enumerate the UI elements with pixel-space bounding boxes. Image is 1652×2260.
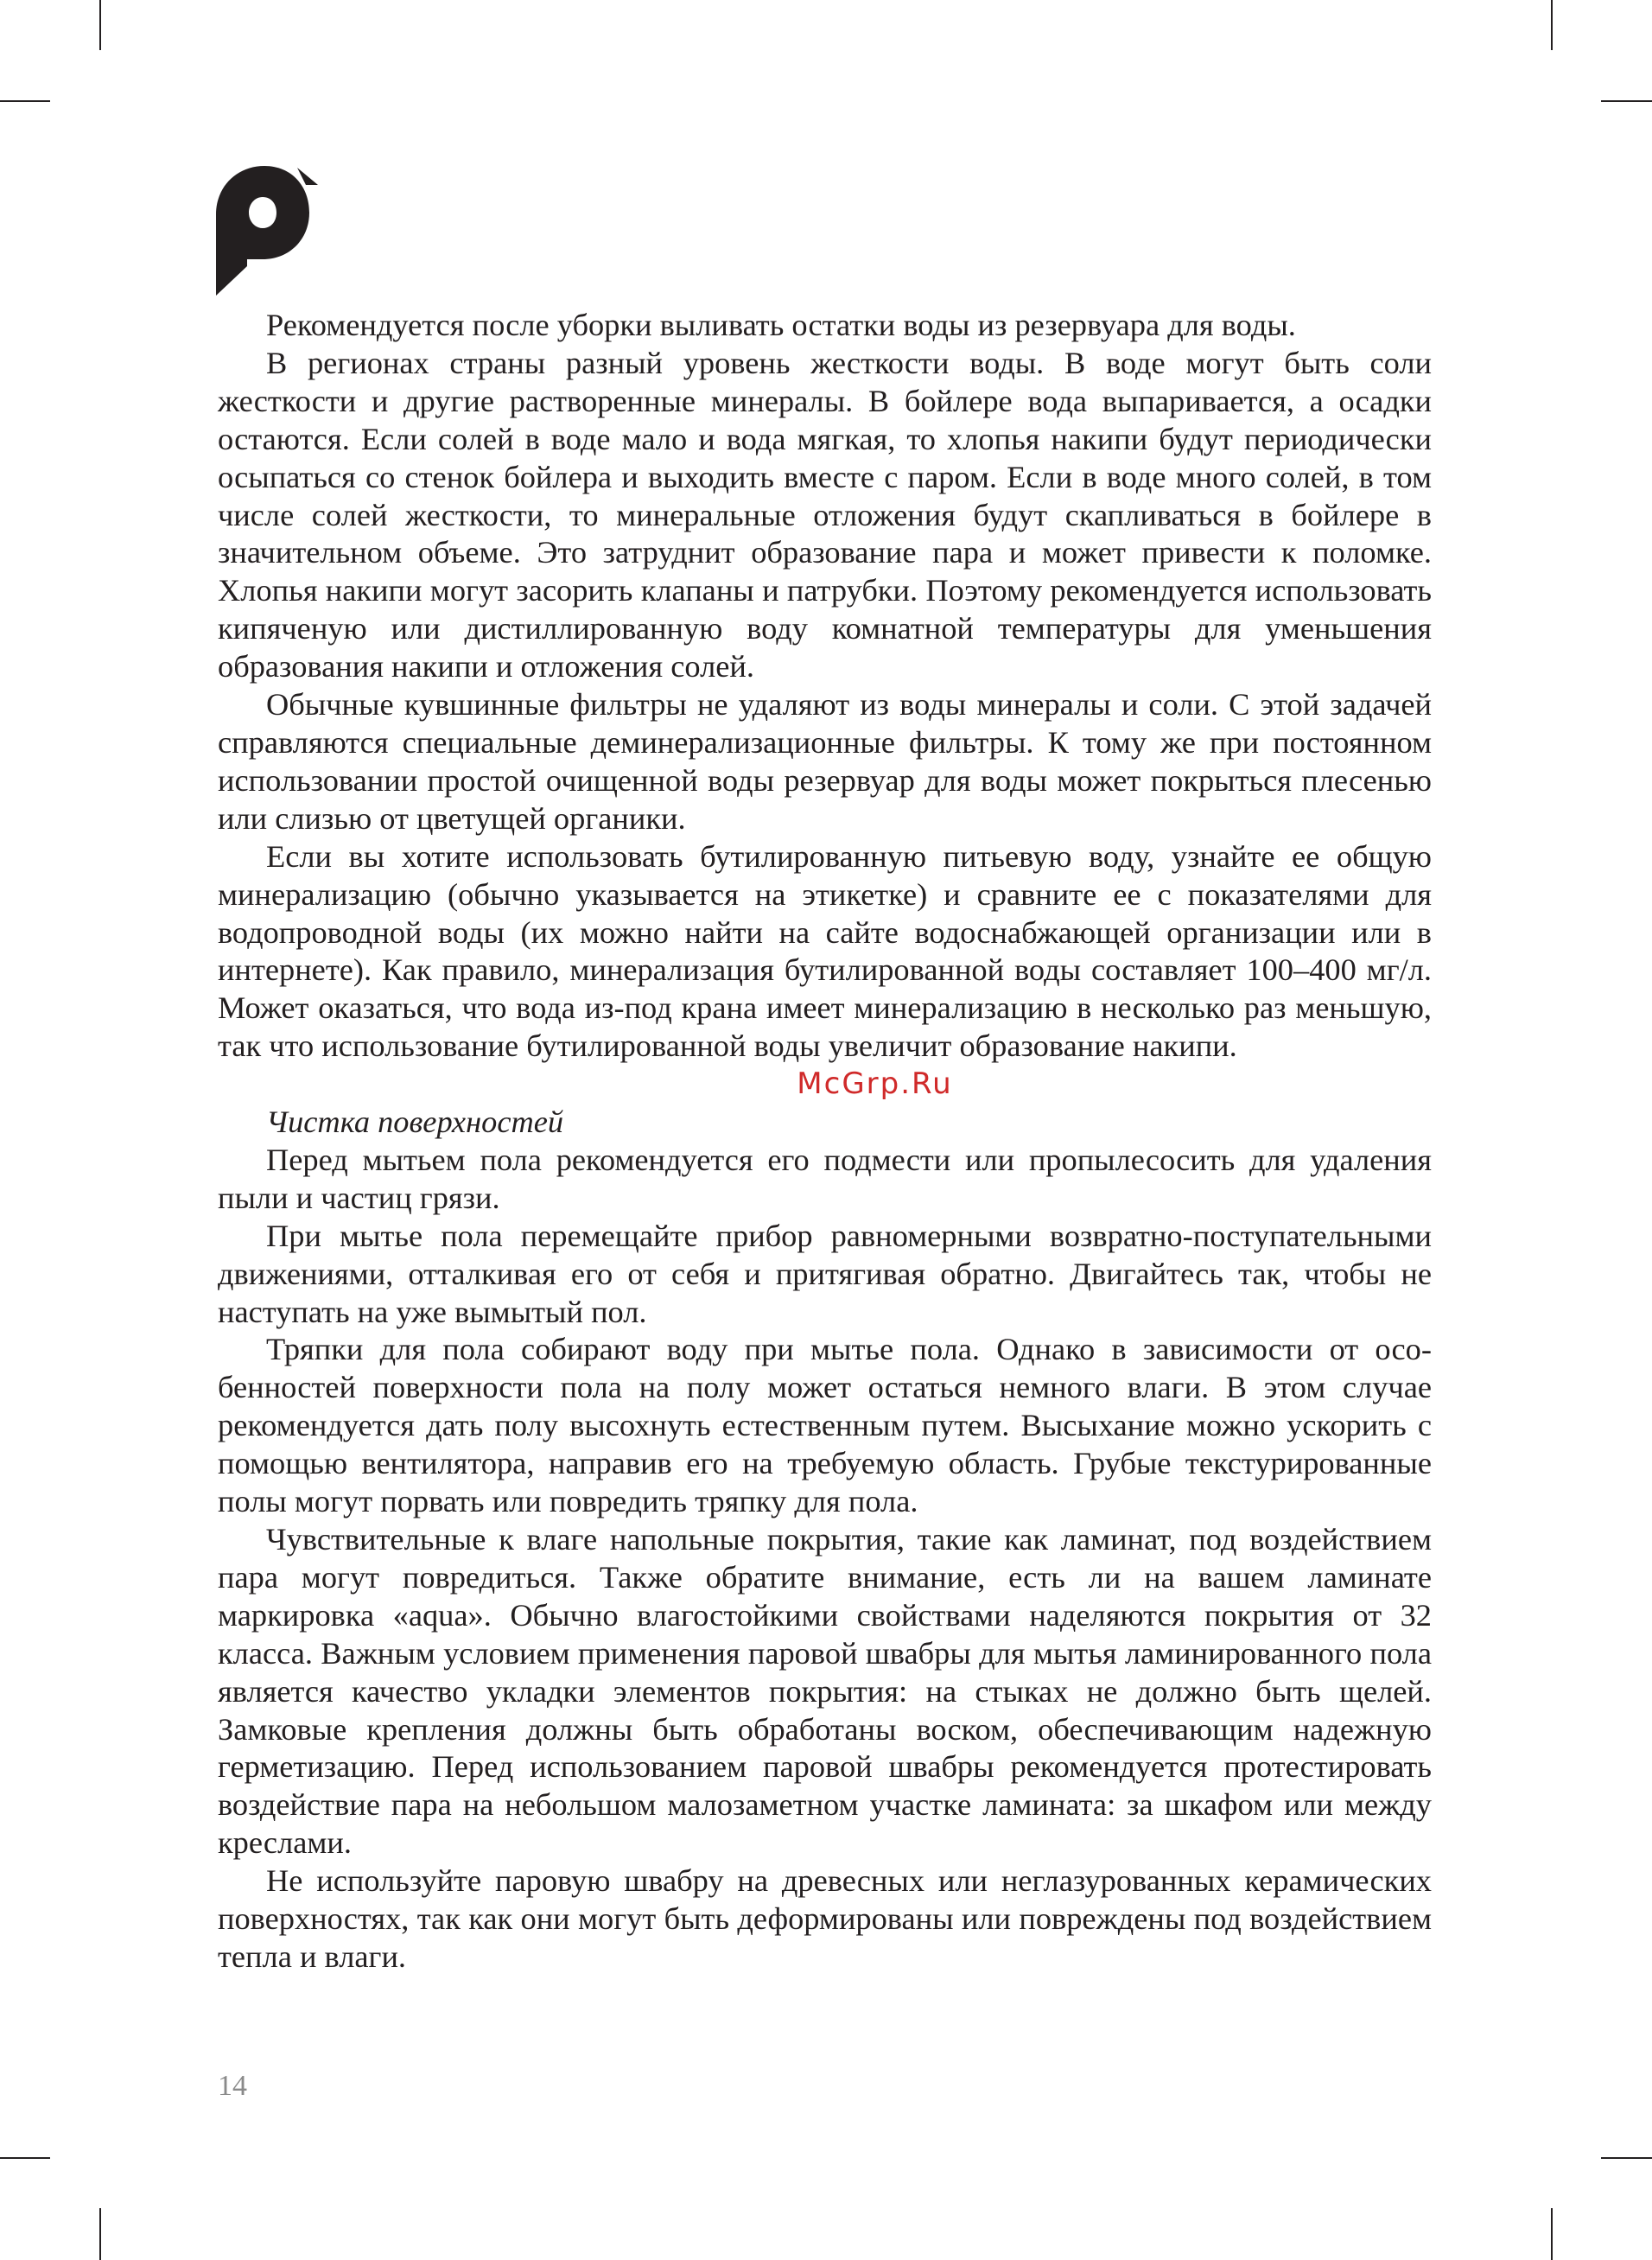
- paragraph: Обычные кувшинные фильтры не удаляют из воды минералы и соли. С этой задачей справляются специальные деминерализационные фильтры. К тому же при постоянном использовании простой очищенной воды резервуар для воды может покрыться плесенью или слизью от цветущей органики.: [218, 687, 1432, 836]
- paragraph: Не используйте паровую швабру на древесных или неглазурованных керамических поверхностях, так как они могут быть деформированы или повреждены под воздействием тепла и влаги.: [218, 1863, 1432, 1974]
- document-body: [218, 307, 1432, 1977]
- paragraph: Тряпки для пола собирают воду при мытье пола. Однако в зависимости от особенностей поверхности пола на полу может остаться немного влаги. В этом случае рекомендуется дать полу высохнуть естественным путем. Высыхание можно ускорить с помощью вентилятора, направив его на требуемую область. Грубые текстурированные полы могут порвать или повредить тряпку для пола.: [218, 1332, 1432, 1519]
- paragraph: Перед мытьем пола рекомендуется его подмести или пропылесосить для удаления пыли и частиц грязи.: [218, 1142, 1432, 1215]
- crop-mark-top-left-horizontal: [0, 100, 50, 102]
- page-number: 14: [218, 2070, 247, 2102]
- paragraph: Чувствительные к влаге напольные покрытия, такие как ламинат, под воздействием пара могут повредиться. Также обратите внимание, есть ли на вашем ламинате маркировка «aqua». Обычно влагостойкими свойствами наделяются покрытия от 32 класса. Важным условием применения паровой швабры для мытья ламинированного пола является качество укладки элементов покрытия: на стыках не должно быть щелей. Замковые крепления должны быть обработаны воском, обеспечивающим надежную герметизацию. Перед использованием паровой швабры рекомендуется протестировать воздействие пара на небольшом малозаметном участке ламината: за шкафом или между креслами.: [218, 1522, 1432, 1861]
- brand-logo-icon: [214, 164, 320, 296]
- crop-mark-bottom-right-vertical: [1551, 2208, 1553, 2260]
- paragraph: При мытье пола перемещайте прибор равномерными возвратно-поступательными движениями, отталкивая его от себя и притягивая обратно. Двигайтесь так, чтобы не наступать на уже вымытый пол.: [218, 1218, 1432, 1329]
- watermark-link[interactable]: McGrp.Ru: [797, 1066, 953, 1102]
- section-subheading: Чистка поверхностей: [266, 1105, 564, 1140]
- paragraph: Если вы хотите использовать бутилированную питьевую воду, узнайте ее общую минерализацию (обычно указывается на этикетке) и сравните ее с показателями для водопроводной воды (их можно найти на сайте водоснабжающей организации или в интернете). Как правило, минерализация бутилированной воды составляет 100–400 мг/л. Может оказаться, что вода из-под крана имеет минерализацию в несколько раз меньшую, так что использование бутилированной воды увеличит образование накипи.: [218, 838, 1432, 1064]
- crop-mark-bottom-left-vertical: [99, 2208, 101, 2260]
- paragraph: Рекомендуется после уборки выливать остатки воды из резервуара для воды.: [266, 308, 1296, 342]
- crop-mark-bottom-left-horizontal: [0, 2157, 50, 2159]
- crop-mark-top-left-vertical: [99, 0, 101, 50]
- crop-mark-top-right-horizontal: [1601, 100, 1652, 102]
- paragraph: В регионах страны разный уровень жесткости воды. В воде могут быть соли жесткости и другие растворенные минералы. В бойлере вода выпаривается, а осадки остаются. Если солей в воде мало и вода мягкая, то хлопья накипи будут периодически осыпаться со стенок бойлера и выходить вместе с паром. Если в воде много солей, в том числе солей жесткости, то минеральные отложения будут скапливаться в бойлере в значительном объеме. Это затруднит образование пара и может привести к поломке. Хлопья накипи могут засорить клапаны и патрубки. Поэтому рекомендуется использовать кипяченую или дистиллированную воду комнатной температуры для уменьшения образования накипи и отложения солей.: [218, 345, 1432, 684]
- crop-mark-top-right-vertical: [1551, 0, 1553, 50]
- crop-mark-bottom-right-horizontal: [1601, 2157, 1652, 2159]
